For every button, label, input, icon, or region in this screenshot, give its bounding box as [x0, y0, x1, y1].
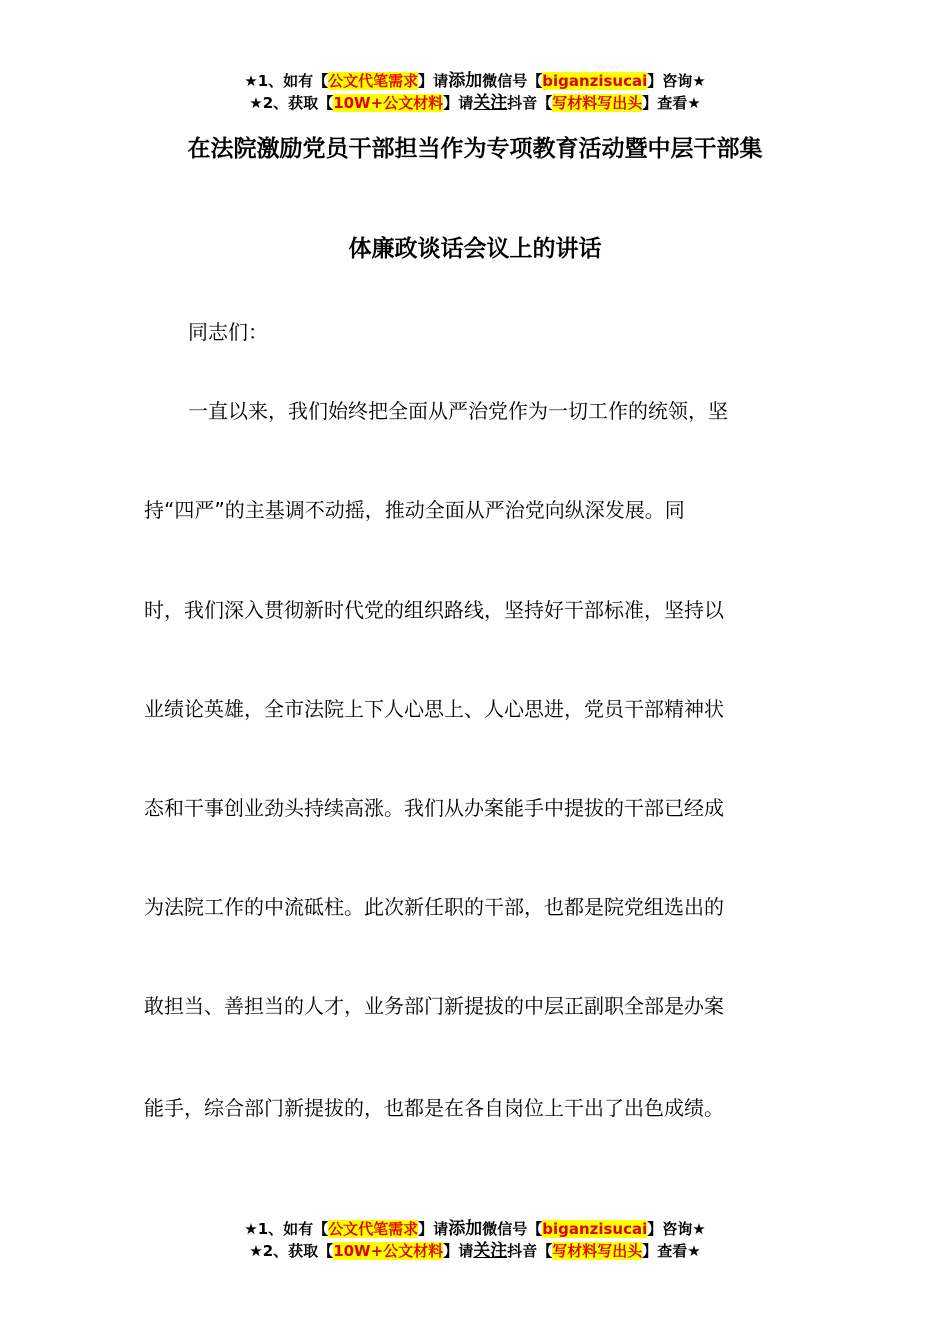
body-line: 敢担当、善担当的人才，业务部门新提拔的中层正副职全部是办案	[144, 994, 724, 1018]
highlight-wechat-id: biganzisucai	[542, 1220, 648, 1238]
body-line: 业绩论英雄，全市法院上下人心思上、人心思进，党员干部精神状	[144, 697, 724, 721]
document-title-line-1: 在法院激励党员干部担当作为专项教育活动暨中层干部集	[187, 136, 763, 162]
document-title-line-2: 体廉政谈话会议上的讲话	[348, 236, 602, 262]
body-line: 时，我们深入贯彻新时代党的组织路线，坚持好干部标准，坚持以	[144, 598, 724, 622]
promo-header	[0, 70, 950, 114]
highlight-service: 公文代笔需求	[328, 72, 419, 90]
highlight-materials: 10W+公文材料	[333, 1242, 444, 1260]
body-line: 持“四严”的主基调不动摇，推动全面从严治党向纵深发展。同	[144, 498, 685, 522]
promo-line-1: ★1、如有【公文代笔需求】请添加微信号【biganzisucai】咨询★	[244, 71, 706, 91]
body-line: 为法院工作的中流砥柱。此次新任职的干部，也都是院党组选出的	[144, 895, 724, 919]
promo-line-2: ★2、获取【10W+公文材料】请关注抖音【写材料写出头】查看★	[249, 1241, 701, 1261]
body-line: 一直以来，我们始终把全面从严治党作为一切工作的统领，坚	[188, 399, 728, 423]
promo-line-2: ★2、获取【10W+公文材料】请关注抖音【写材料写出头】查看★	[249, 93, 701, 113]
highlight-douyin: 写材料写出头	[552, 94, 643, 112]
body-line: 态和干事创业劲头持续高涨。我们从办案能手中提拔的干部已经成	[144, 796, 724, 820]
salutation: 同志们：	[188, 320, 268, 344]
promo-footer	[0, 1218, 950, 1262]
body-line: 能手，综合部门新提拔的，也都是在各自岗位上干出了出色成绩。	[144, 1096, 724, 1120]
promo-line-1: ★1、如有【公文代笔需求】请添加微信号【biganzisucai】咨询★	[244, 1219, 706, 1239]
highlight-wechat-id: biganzisucai	[542, 72, 648, 90]
highlight-douyin: 写材料写出头	[552, 1242, 643, 1260]
highlight-service: 公文代笔需求	[328, 1220, 419, 1238]
highlight-materials: 10W+公文材料	[333, 94, 444, 112]
